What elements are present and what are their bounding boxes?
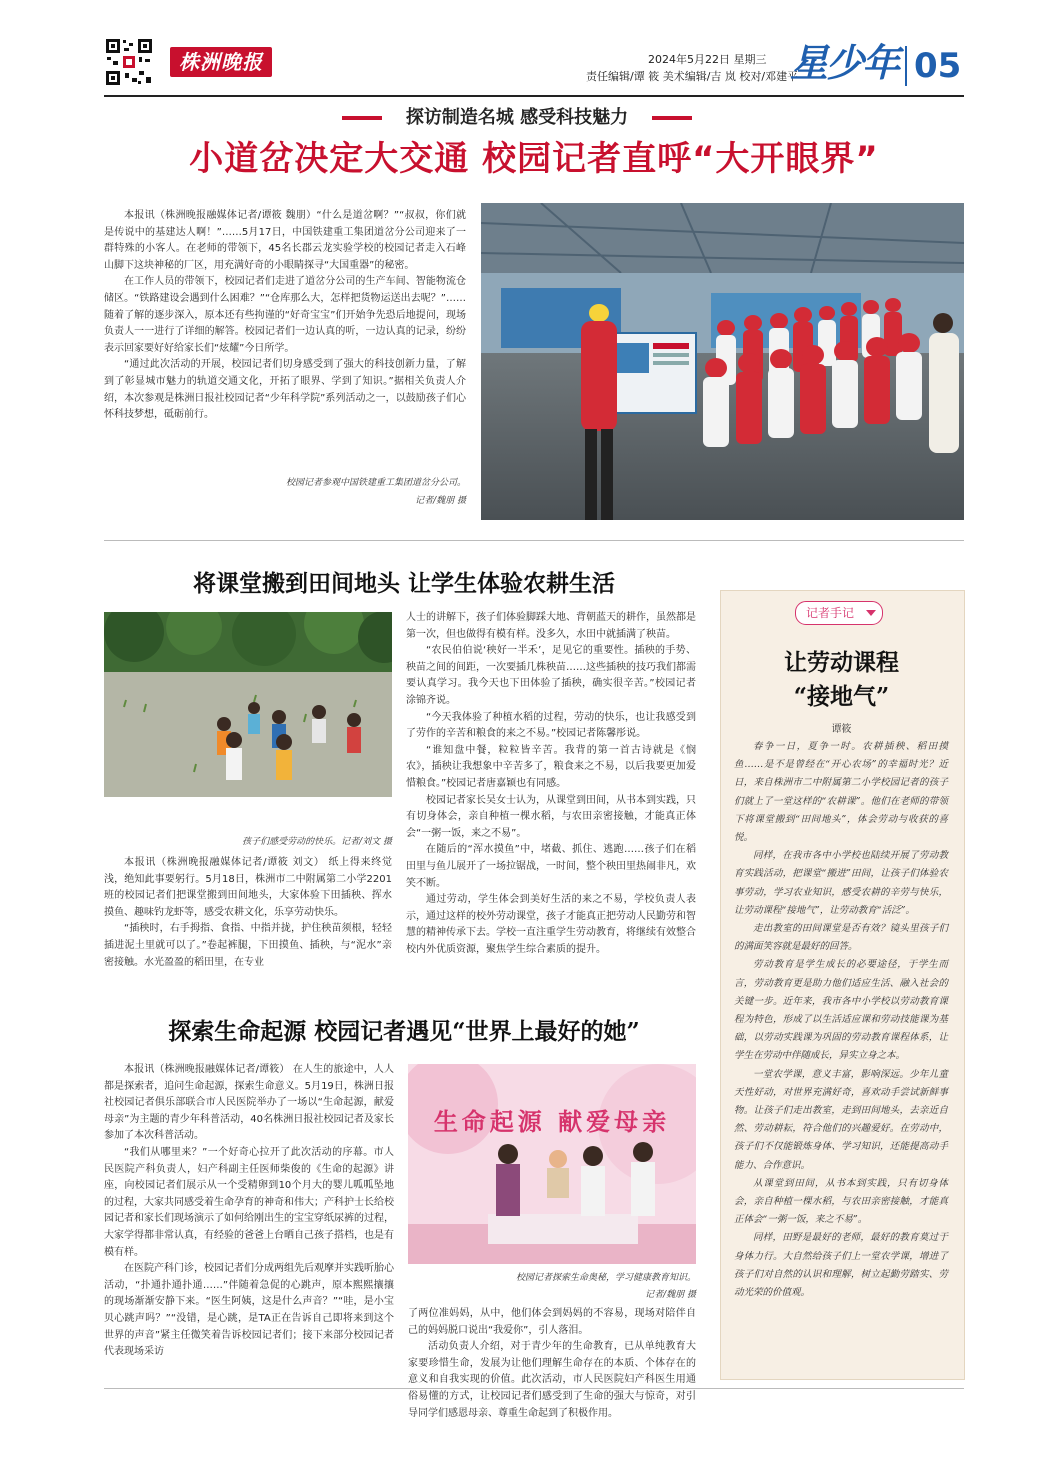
story2-paragraph: “插秧时，右手拇指、食指、中指并拢，护住秧苗须根，轻轻插进泥土里就可以了。”卷起裤腿，下田摸鱼、插秧，与“泥水”亲密接触。水光盈盈的稻田里，在专业 bbox=[104, 923, 392, 968]
story3-paragraph: “我们从哪里来？”一个好奇心拉开了此次活动的序幕。市人民医院产科负责人，妇产科副主任医师柴俊的《生命的起源》讲座，向校园记者们展示从一个受精卵到10个月大的婴儿呱呱坠地的过程，大家共同感受着生命孕育的神奇和伟大；产科护士长给校园记者和家长们现场演示了如何给刚出生的宝宝穿纸尿裤的过程，大家学得都非常认真，有经验的爸爸上台晒自己孩子搭档，也是有模有样。 bbox=[104, 1146, 394, 1258]
sidebar-byline: 谭筱 bbox=[831, 724, 852, 735]
story3-caption-line2: 记者/魏朋 摄 bbox=[645, 1290, 696, 1300]
factory-tour-photo bbox=[481, 203, 964, 520]
kicker-text: 探访制造名城 感受科技魅力 bbox=[405, 107, 629, 128]
notes-tag-label: 记者手记 bbox=[806, 606, 855, 620]
sidebar-title-line1: 让劳动课程 bbox=[784, 649, 899, 676]
story1-body bbox=[104, 208, 466, 424]
story2-paragraph: 本报讯（株洲晚报融媒体记者/谭筱 刘文） 纸上得来终觉浅，绝知此事要躬行。5月18日，株洲市二中附属第二小学2201班的校园记者们把课堂搬到田间地头，大家体验下田插秧、挥水摸鱼、趣味钓龙虾等，感受农耕文化，乐享劳动快乐。 bbox=[104, 857, 392, 918]
sidebar-paragraph: 同样，田野是最好的老师，最好的教育莫过于身体力行。大自然给孩子们上一堂农学课，增进了孩子们对自然的认识和理解，树立起勤劳踏实、劳动光荣的价值观。 bbox=[734, 1232, 948, 1299]
sidebar-title-line2: “接地气” bbox=[793, 683, 890, 710]
story1-paragraph: 在工作人员的带领下，校园记者们走进了道岔分公司的生产车间、智能物流仓储区。“铁路建设会遇到什么困难？”“仓库那么大，怎样把货物运送出去呢？”……随着了解的逐步深入，原本还有些拘谨的“好奇宝宝”们开始争先恐后地提问，现场负责人一一进行了详细的解答。校园记者们一边认真的听，一边认真的记录，纷纷表示回家要好好给家长们“炫耀”今日所学。 bbox=[104, 276, 466, 354]
story1-caption-line2: 记者/魏朋 摄 bbox=[415, 496, 466, 506]
section-logo: 星少年 bbox=[790, 41, 899, 85]
story2-paragraph: 校园记者家长吴女士认为，从课堂到田间，从书本到实践，只有切身体会，亲自种植一棵水稻，与农田亲密接触，才能真正体会“一粥一饭，来之不易”。 bbox=[406, 794, 696, 839]
story3-column-2 bbox=[408, 1306, 696, 1422]
kicker-bar bbox=[342, 107, 692, 129]
rice-field-photo bbox=[104, 612, 392, 797]
story2-paragraph: “农民伯伯说‘秧好一半禾’，足见它的重要性。插秧的手势、秧苗之间的间距，一次要插几株秧苗……这些插秧的技巧我们都需要认真学习。我今天也下田体验了插秧，确实很辛苦。”校园记者涂锦齐说。 bbox=[406, 645, 696, 706]
story3-column-1 bbox=[104, 1062, 394, 1361]
sidebar-paragraph: 从课堂到田间，从书本到实践，只有切身体会，亲自种植一棵水稻，与农田亲密接触，才能真正体会“一粥一饭，来之不易”。 bbox=[734, 1177, 948, 1226]
story3-paragraph: 在医院产科门诊，校园记者们分成两组先后观摩并实践听胎心活动，“扑通扑通扑通……”伴随着急促的心跳声，原本熙熙攘攘的现场渐渐安静下来。“医生阿姨，这是什么声音？”“哇，是小宝贝心跳声吗？”“没错，是心跳，是TA正在告诉自己即将来到这个世界的声音”紧主任微笑着告诉校园记者们；接下来部分校园记者代表现场采访 bbox=[104, 1263, 394, 1358]
header-divider bbox=[905, 46, 907, 86]
story2-paragraph: “谁知盘中餐，粒粒皆辛苦。我背的第一首古诗就是《悯农》，插秧让我想象中辛苦多了，粮食来之不易，以后我要更加爱惜粮食。”校园记者唐嘉颖也有同感。 bbox=[406, 744, 696, 789]
story2-paragraph: 人士的讲解下，孩子们体验脚踩大地、背朝蓝天的耕作，虽然都是第一次，但也做得有模有样。没多久，水田中就插满了秧苗。 bbox=[406, 612, 696, 640]
sidebar-body bbox=[734, 738, 948, 1302]
section-divider bbox=[104, 540, 964, 541]
sidebar-title bbox=[720, 646, 963, 714]
story2-paragraph: 在随后的“浑水摸鱼”中，堵截、抓住、逃跑……孩子们在稻田里与鱼儿展开了一场拉锯战，一时间，整个秧田里热闹非凡，欢笑不断。 bbox=[406, 844, 696, 889]
header-rule bbox=[104, 95, 964, 97]
story2-column-1 bbox=[104, 855, 392, 971]
newspaper-brand-logo bbox=[170, 47, 272, 77]
story3-paragraph: 了两位准妈妈，从中，他们体会到妈妈的不容易，现场对陪伴自己的妈妈脱口说出“我爱你”，引人落泪。 bbox=[408, 1308, 696, 1336]
date-line: 2024年5月22日 星期三 bbox=[648, 53, 767, 66]
story3-photo-caption bbox=[408, 1270, 696, 1304]
story1-caption bbox=[104, 474, 466, 510]
story1-paragraph: “通过此次活动的开展，校园记者们切身感受到了强大的科技创新力量，了解到了彰显城市魅力的轨道交通文化，开拓了眼界、学到了知识。”据相关负责人介绍，本次参观是株洲日报社校园记者“少年科学院”系列活动之一，以鼓励孩子们心怀科技梦想，砥砺前行。 bbox=[104, 359, 466, 421]
sidebar-paragraph: 走出教室的田间课堂是否有效？镜头里孩子们的满面笑容就是最好的回答。 bbox=[734, 923, 948, 953]
chevron-down-icon bbox=[866, 610, 876, 616]
brand-name: 株洲晚报 bbox=[179, 50, 263, 74]
sidebar-paragraph: 同样，在我市各中小学校也陆续开展了劳动教育实践活动，把课堂“搬进”田间，让孩子们体验农事劳动，学习农业知识，感受农耕的辛劳与快乐，让劳动课程“接地气”，让劳动教育“活泛”。 bbox=[734, 850, 948, 916]
qr-code bbox=[104, 37, 154, 87]
notes-tag bbox=[795, 601, 883, 625]
story3-caption-line1: 校园记者探索生命奥秘，学习健康教育知识。 bbox=[515, 1273, 696, 1283]
story2-paragraph: 通过劳动，学生体会到美好生活的来之不易，学校负责人表示，通过这样的校外劳动课堂，孩子才能真正把劳动人民勤劳和智慧的精神传承下去。学校一直注重学生劳动教育，将继续有效整合校内外优质资源，聚焦学生综合素质的提升。 bbox=[406, 894, 696, 955]
sidebar-paragraph: 春争一日，夏争一时。农耕插秧、稻田摸鱼……是不是曾经在“开心农场”的幸福时光？近日，来自株洲市二中附属第二小学校园记者的孩子们就上了一堂这样的“农耕课”。他们在老师的带领下将课堂搬到“田间地头”，体会劳动与收获的喜悦。 bbox=[734, 741, 948, 844]
sidebar-paragraph: 一堂农学课，意义丰富，影响深远。少年儿童天性好动，对世界充满好奇，喜欢动手尝试新鲜事物。让孩子们走出教室，走到田间地头，去亲近自然、劳动耕耘，符合他们的兴趣爱好。在劳动中，孩子们不仅能锻炼身体、学习知识，还能提高动手能力、合作意识。 bbox=[734, 1068, 948, 1171]
story2-column-2 bbox=[406, 610, 696, 958]
story2-paragraph: “今天我体验了种植水稻的过程，劳动的快乐，也让我感受到了劳作的辛苦和粮食的来之不易。”校园记者陈馨彤说。 bbox=[406, 711, 696, 740]
life-science-photo bbox=[408, 1064, 696, 1264]
sidebar-paragraph: 劳动教育是学生成长的必要途径，于学生而言，劳动教育更是助力他们适应生活、融入社会的关键一步。近年来，我市各中小学校以劳动教育课程为特色，形成了以生活适应课和劳动技能课为基础，以劳动实践课为巩固的劳动教育课程体系，让学生在劳动中伴随成长，异实立身之本。 bbox=[734, 959, 948, 1062]
editors-line: 责任编辑/谭 筱 美术编辑/吉 岚 校对/邓建平 bbox=[586, 70, 799, 83]
story3-paragraph: 本报讯（株洲晚报融媒体记者/谭筱） 在人生的旅途中，人人都是探索者，追问生命起源，探索生命意义。5月19日，株洲日报社校园记者俱乐部联合市人民医院举办了一场以“生命起源，献爱母亲”为主题的青少年科普活动，40名株洲日报社校园记者及家长参加了本次科普活动。 bbox=[104, 1064, 394, 1142]
story1-caption-line1: 校园记者参观中国铁建重工集团道岔分公司。 bbox=[285, 478, 466, 488]
story1-headline: 小道岔决定大交通 校园记者直呼“大开眼界” bbox=[189, 139, 879, 179]
story1-paragraph: 本报讯（株洲晚报融媒体记者/谭筱 魏朋）“什么是道岔啊？”“叔叔，你们就是传说中的基建达人啊！”……5月17日，中国铁建重工集团道岔分公司迎来了一群特殊的小客人。在老师的带领下，45名长郡云龙实验学校的校园记者走入石峰山脚下这块神秘的厂区，用充满好奇的小眼睛探寻“大国重器”的秘密。 bbox=[104, 210, 466, 271]
banner-text: 生命起源 献爱母亲 bbox=[433, 1107, 671, 1136]
story3-paragraph: 活动负责人介绍，对于青少年的生命教育，已从单纯教育大家要珍惜生命，发展为让他们理解生命存在的本质、个体存在的意义和自我实现的价值。此次活动，市人民医院妇产科医生用通俗易懂的方式，让校园记者们感受到了生命的强大与惊奇，对引导同学们感恩母亲、尊重生命起到了积极作用。 bbox=[408, 1341, 696, 1419]
story2-photo-caption: 孩子们感受劳动的快乐。记者/刘文 摄 bbox=[242, 837, 392, 847]
story2-headline: 将课堂搬到田间地头 让学生体验农耕生活 bbox=[192, 570, 615, 597]
story3-headline: 探索生命起源 校园记者遇见“世界上最好的她” bbox=[168, 1018, 640, 1045]
footer-rule bbox=[104, 1388, 964, 1389]
page-number: 05 bbox=[914, 46, 962, 86]
